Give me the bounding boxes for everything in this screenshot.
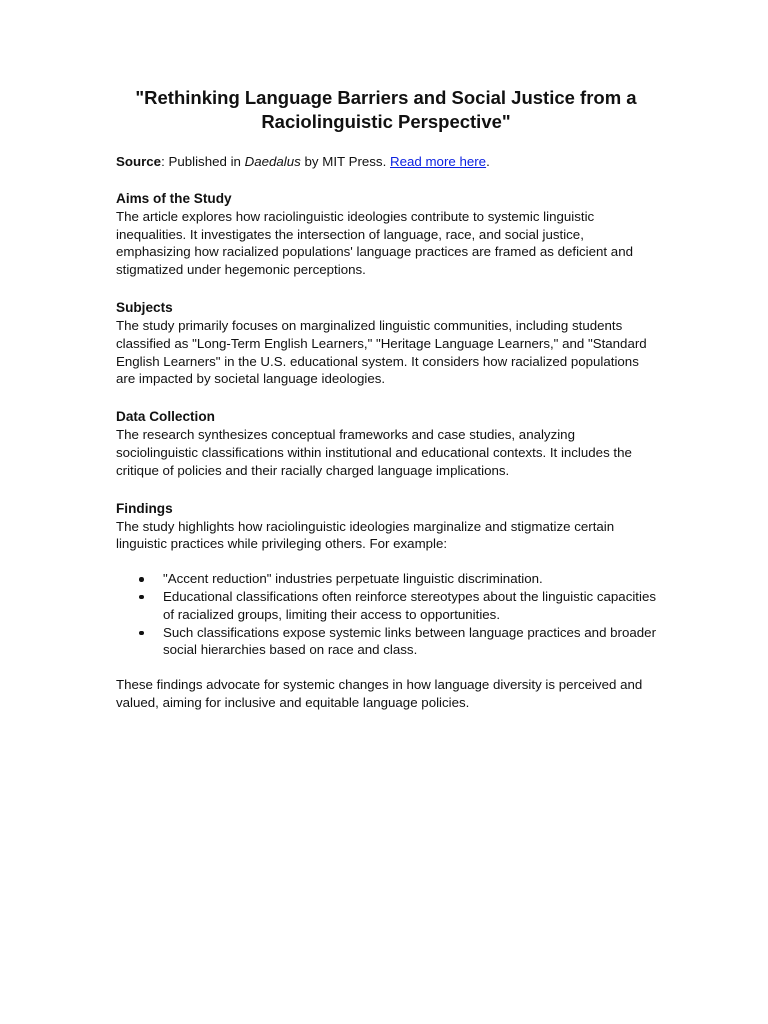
document-title: "Rethinking Language Barriers and Social Justice from a Raciolinguistic Perspective" (135, 87, 637, 132)
bullet-icon (139, 577, 144, 582)
findings-item-text: Educational classifications often reinforce stereotypes about the linguistic capacities of racialized groups, limiting their access to opportunities. (163, 588, 656, 622)
findings-heading: Findings (116, 500, 173, 516)
findings-closing: These findings advocate for systemic changes in how language diversity is perceived and valued, aiming for inclusive and equitable language policies. (116, 677, 643, 710)
findings-intro: The study highlights how raciolinguistic ideologies marginalize and stigmatize certain linguistic practices while privileging others. For example: (116, 518, 615, 552)
findings-item-text: "Accent reduction" industries perpetuate linguistic discrimination. (163, 571, 543, 587)
bullet-icon (139, 631, 144, 636)
findings-list-item (116, 570, 656, 588)
subjects-heading: Subjects (116, 299, 173, 315)
source-line (116, 153, 656, 171)
findings-item-text: Such classifications expose systemic links between language practices and broader social hierarchies based on race and class. (163, 624, 656, 658)
read-more-link[interactable]: Read more here (389, 154, 487, 169)
subjects-body: The study primarily focuses on marginalized linguistic communities, including students classified as "Long-Term English Learners," "Heritage Language Learners," and "Standard English Learners" in the U.S. educational system. It considers how racialized populations are impacted by societal language ideologies. (116, 317, 647, 387)
data-collection-heading: Data Collection (116, 409, 215, 425)
aims-body: The article explores how raciolinguistic ideologies contribute to systemic linguistic inequalities. It investigates the intersection of language, race, and social justice, emphasizing how racialized populations' language practices are framed as deficient and stigmatized under hegemonic perceptions. (116, 208, 633, 278)
source-label: Source (116, 154, 162, 169)
document-page (116, 86, 656, 712)
source-trailing-period: . (486, 154, 490, 169)
journal-name: Daedalus (244, 154, 301, 169)
bullet-icon (139, 595, 144, 600)
findings-list (116, 570, 656, 659)
findings-list-item (116, 588, 656, 624)
data-collection-body: The research synthesizes conceptual frameworks and case studies, analyzing sociolinguistic classifications within institutional and educational contexts. It includes the critique of policies and their racially charged language implications. (116, 427, 632, 478)
source-publisher-text: by MIT Press. (300, 154, 390, 169)
source-published-prefix: : Published in (161, 154, 245, 169)
aims-heading: Aims of the Study (116, 190, 232, 206)
findings-list-item (116, 624, 656, 660)
